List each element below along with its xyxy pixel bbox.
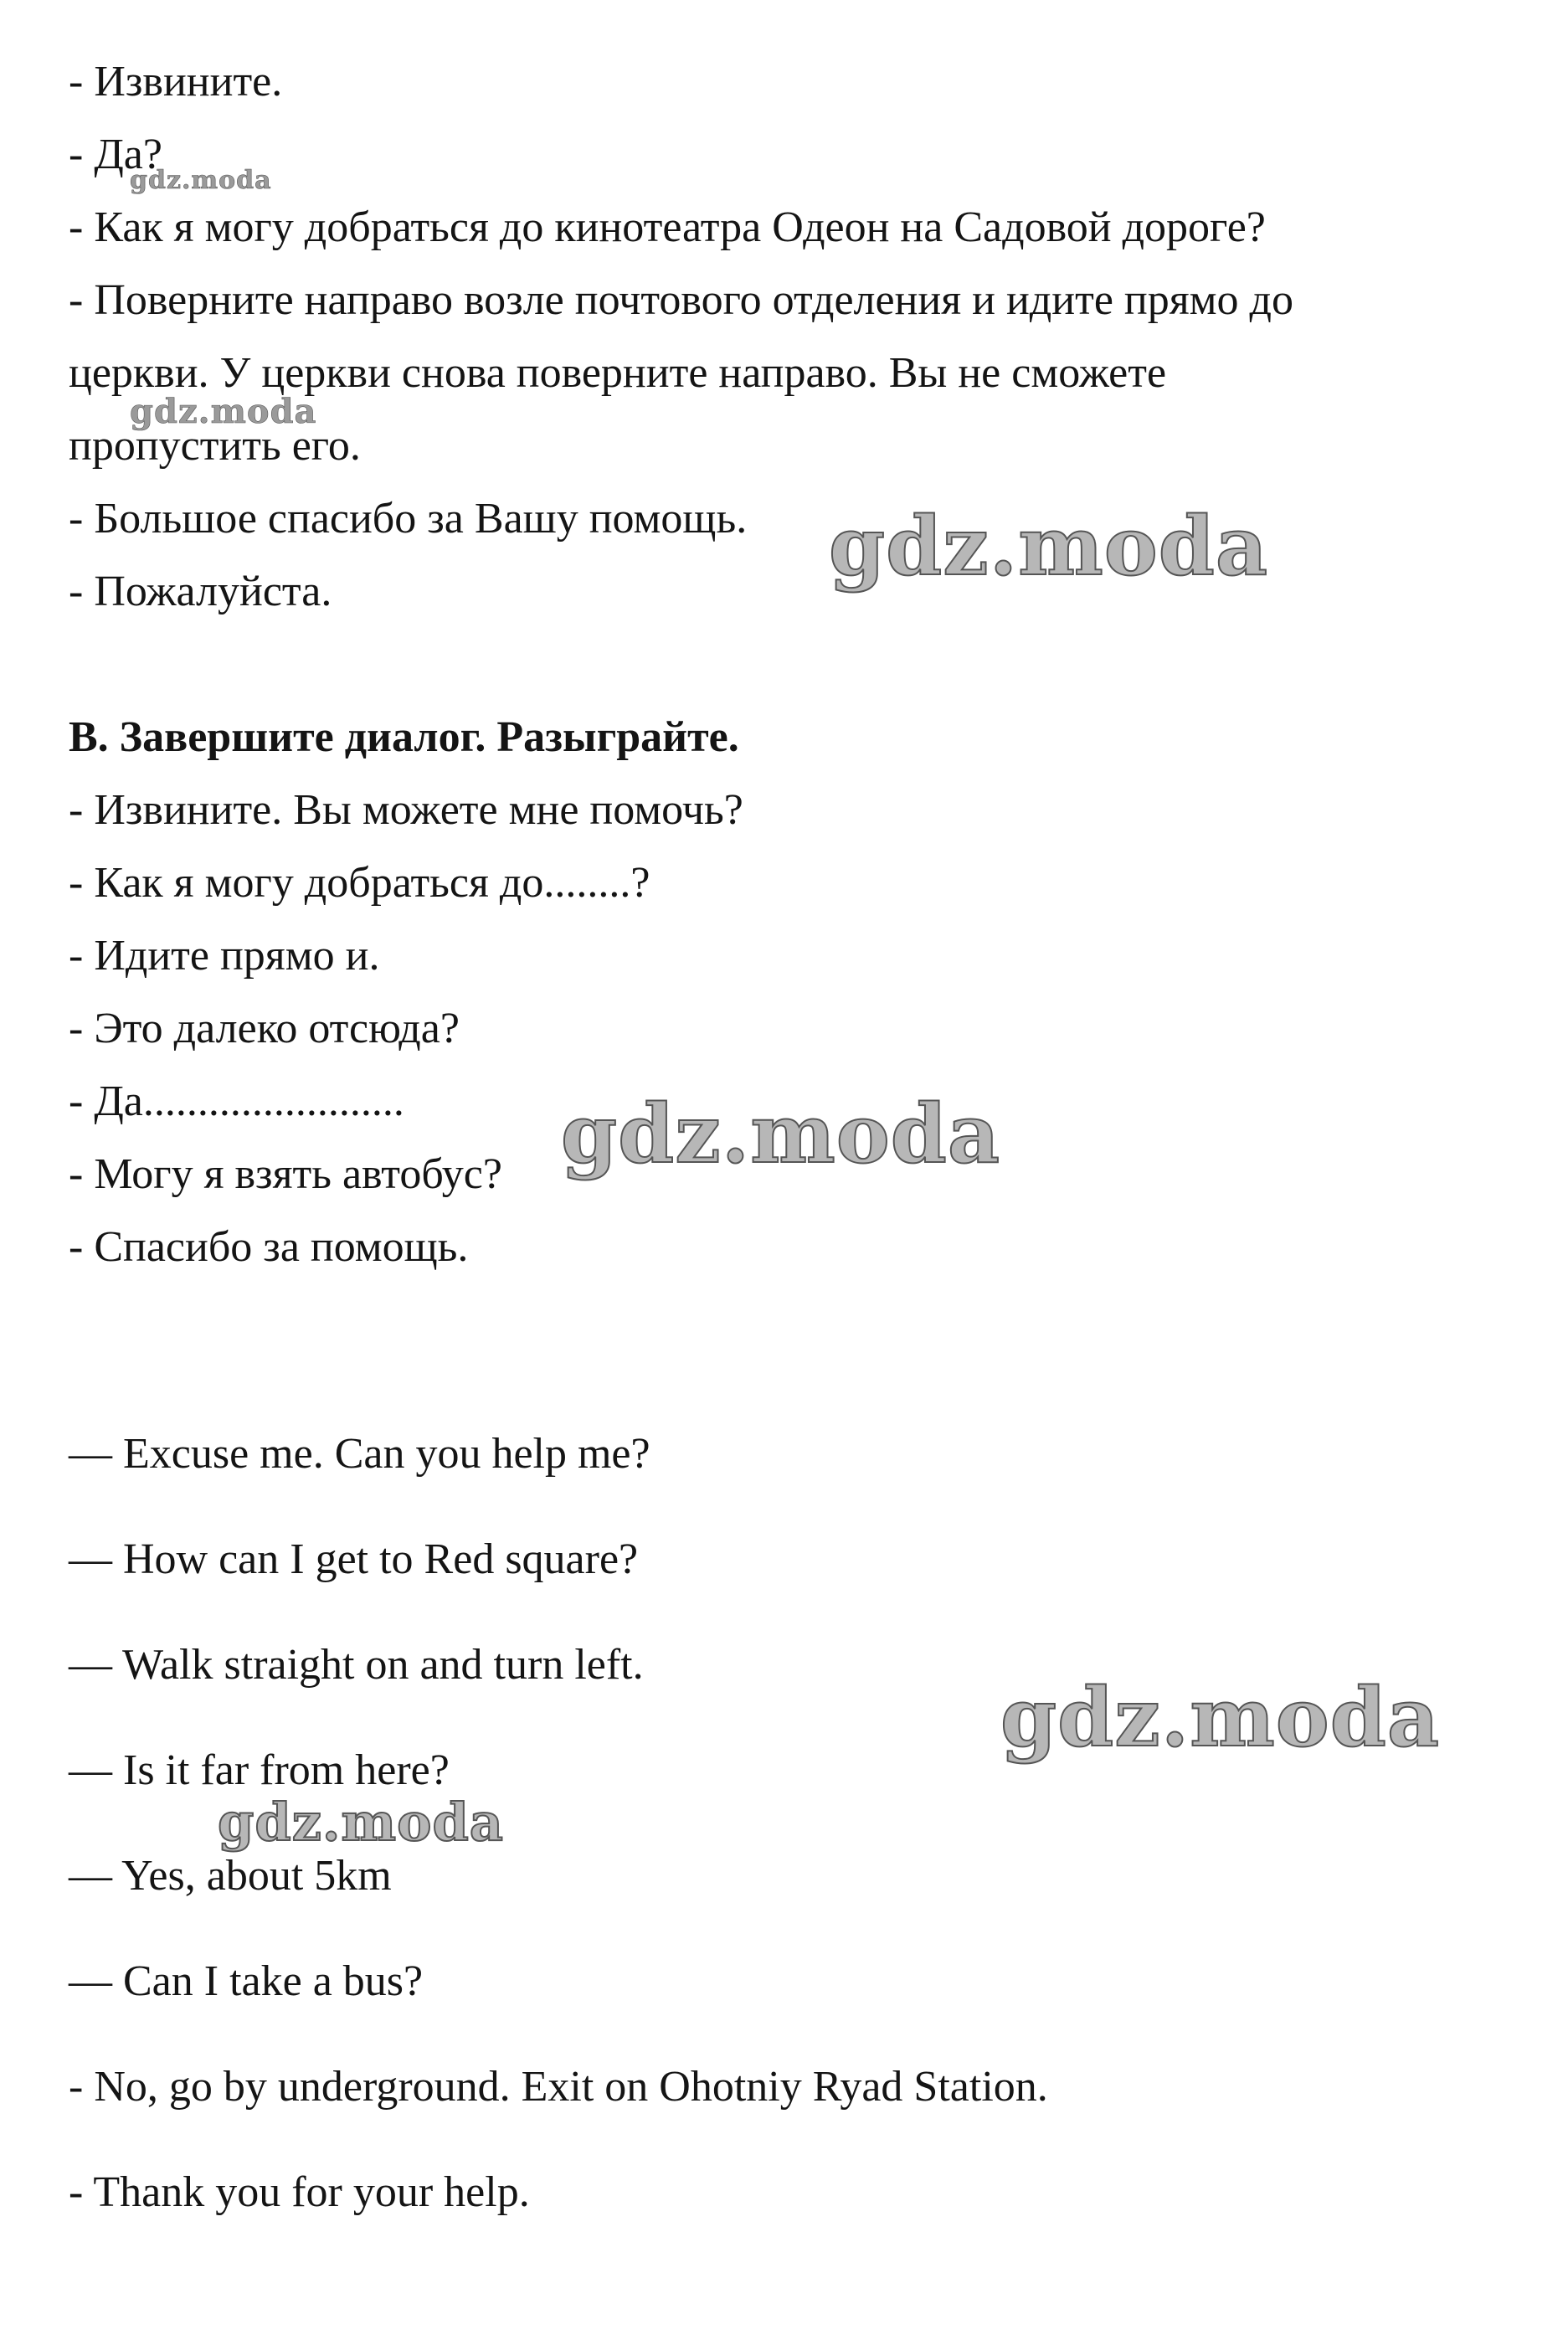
section-b-line-4: - Это далеко отсюда? bbox=[69, 1005, 460, 1052]
ru-line-1: - Извините. bbox=[69, 58, 283, 105]
en-line-6: — Can I take a bus? bbox=[69, 1957, 424, 2005]
en-line-7: - No, go by underground. Exit on Ohotniy Ryad Station. bbox=[69, 2063, 1048, 2111]
en-line-4: — Is it far from here? bbox=[69, 1746, 450, 1794]
en-line-1: — Excuse me. Can you help me? bbox=[69, 1430, 650, 1478]
section-b-line-1: - Извините. Вы можете мне помочь? bbox=[69, 786, 743, 834]
watermark-5: gdz.moda bbox=[1000, 1670, 1441, 1765]
ru-line-6: пропустить его. bbox=[69, 422, 361, 470]
watermark-4: gdz.moda bbox=[561, 1087, 1001, 1181]
ru-line-5: церкви. У церкви снова поверните направо. Вы не сможете bbox=[69, 349, 1167, 397]
watermark-3: gdz.moda bbox=[829, 499, 1269, 594]
en-line-3: — Walk straight on and turn left. bbox=[69, 1641, 644, 1689]
section-b-line-3: - Идите прямо и. bbox=[69, 932, 380, 980]
ru-line-3: - Как я могу добраться до кинотеатра Одеон на Садовой дороге? bbox=[69, 203, 1266, 251]
section-b-line-5: - Да........................ bbox=[69, 1077, 404, 1125]
watermark-1: gdz.moda bbox=[130, 166, 272, 195]
ru-line-4: - Поверните направо возле почтового отделения и идите прямо до bbox=[69, 276, 1294, 324]
section-b-line-2: - Как я могу добраться до........? bbox=[69, 859, 650, 907]
ru-line-7: - Большое спасибо за Вашу помощь. bbox=[69, 495, 748, 543]
section-b-line-7: - Спасибо за помощь. bbox=[69, 1223, 469, 1271]
ru-line-2: - Да? bbox=[69, 131, 162, 178]
en-line-5: — Yes, about 5km bbox=[69, 1852, 392, 1900]
watermark-6: gdz.moda bbox=[218, 1792, 504, 1853]
en-line-2: — How can I get to Red square? bbox=[69, 1535, 639, 1583]
section-b-heading: B. Завершите диалог. Разыграйте. bbox=[69, 713, 739, 761]
watermark-2: gdz.moda bbox=[130, 392, 317, 431]
ru-line-8: - Пожалуйста. bbox=[69, 568, 332, 615]
en-line-8: - Thank you for your help. bbox=[69, 2168, 530, 2216]
section-b-line-6: - Могу я взять автобус? bbox=[69, 1150, 502, 1198]
